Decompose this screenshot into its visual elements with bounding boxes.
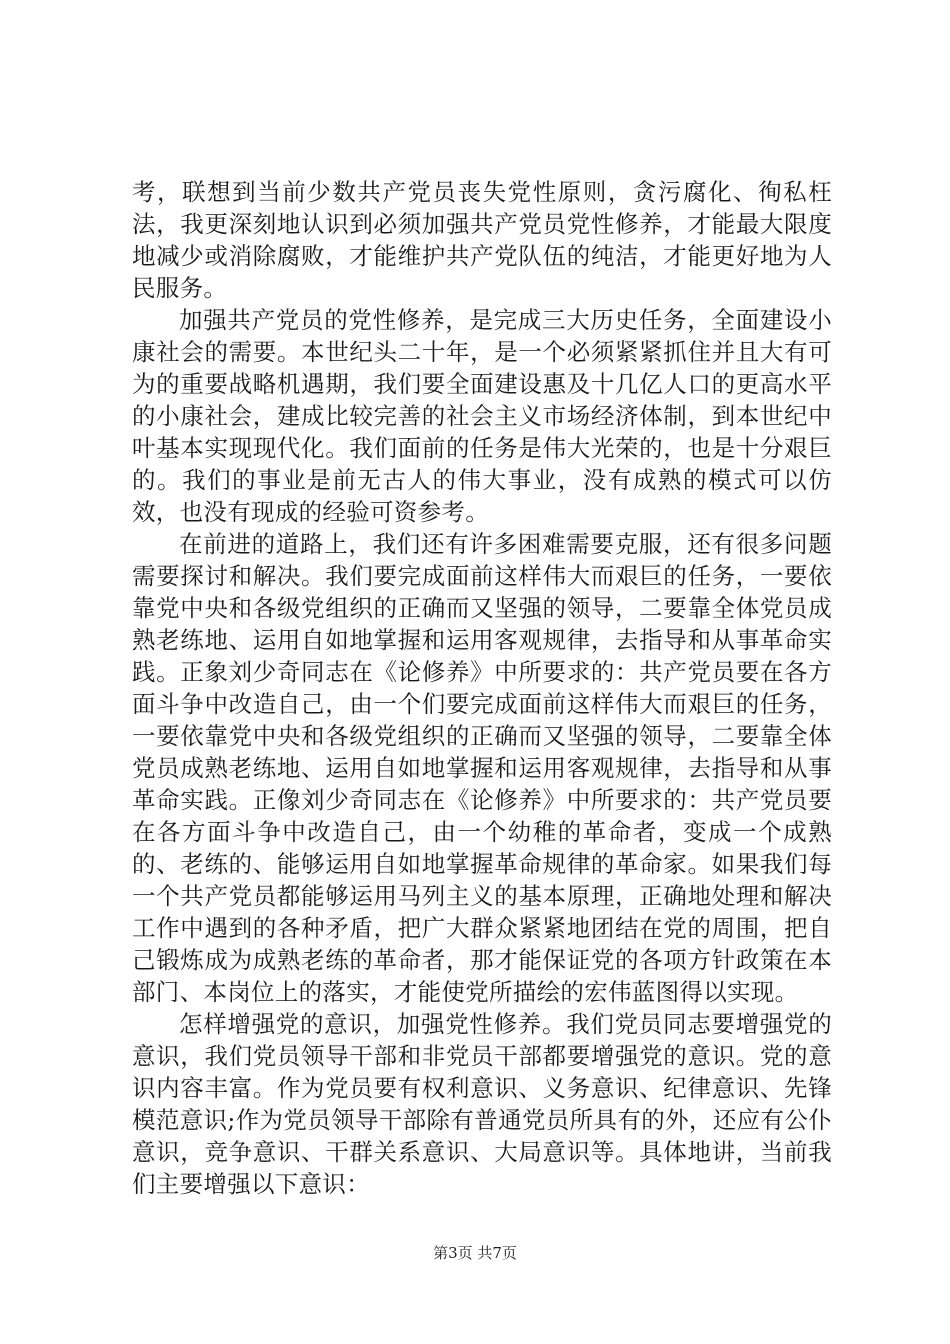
paragraph-4: 怎样增强党的意识，加强党性修养。我们党员同志要增强党的意识，我们党员领导干部和非党员干部都要增强党的意识。党的意识内容丰富。作为党员要有权利意识、义务意识、纪律意识、先锋模范意识;作为党员领导干部除有普通党员所具有的外，还应有公仆意识，竞争意识、干群关系意识、大局意识等。具体地讲，当前我们主要增强以下意识： bbox=[132, 1010, 832, 1198]
page-footer: 第3页 共7页 bbox=[433, 1244, 517, 1262]
paragraph-3: 在前进的道路上，我们还有许多困难需要克服，还有很多问题需要探讨和解决。我们要完成面前这样伟大而艰巨的任务，一要依靠党中央和各级党组织的正确而又坚强的领导，二要靠全体党员成熟老练地、运用自如地掌握和运用客观规律，去指导和从事革命实践。正象刘少奇同志在《论修养》中所要求的：共产党员要在各方面斗争中改造自己，由一个们要完成面前这样伟大而艰巨的任务，一要依靠党中央和各级党组织的正确而又坚强的领导，二要靠全体党员成熟老练地、运用自如地掌握和运用客观规律，去指导和从事革命实践。正像刘少奇同志在《论修养》中所要求的：共产党员要在各方面斗争中改造自己，由一个幼稚的革命者，变成一个成熟的、老练的、能够运用自如地掌握革命规律的革命家。如果我们每一个共产党员都能够运用马列主义的基本原理，正确地处理和解决工作中遇到的各种矛盾，把广大群众紧紧地团结在党的周围，把自己锻炼成为成熟老练的革命者，那才能保证党的各项方针政策在本部门、本岗位上的落实，才能使党所描绘的宏伟蓝图得以实现。 bbox=[132, 530, 832, 1006]
body-text bbox=[132, 176, 832, 1200]
paragraph-2: 加强共产党员的党性修养，是完成三大历史任务，全面建设小康社会的需要。本世纪头二十年，是一个必须紧紧抓住并且大有可为的重要战略机遇期，我们要全面建设惠及十几亿人口的更高水平的小康社会，建成比较完善的社会主义市场经济体制，到本世纪中叶基本实现现代化。我们面前的任务是伟大光荣的，也是十分艰巨的。我们的事业是前无古人的伟大事业，没有成熟的模式可以仿效，也没有现成的经验可资参考。 bbox=[132, 306, 832, 526]
paragraph-1: 考，联想到当前少数共产党员丧失党性原则，贪污腐化、徇私枉法，我更深刻地认识到必须加强共产党员党性修养，才能最大限度地减少或消除腐败，才能维护共产党队伍的纯洁，才能更好地为人民服务。 bbox=[132, 178, 832, 302]
